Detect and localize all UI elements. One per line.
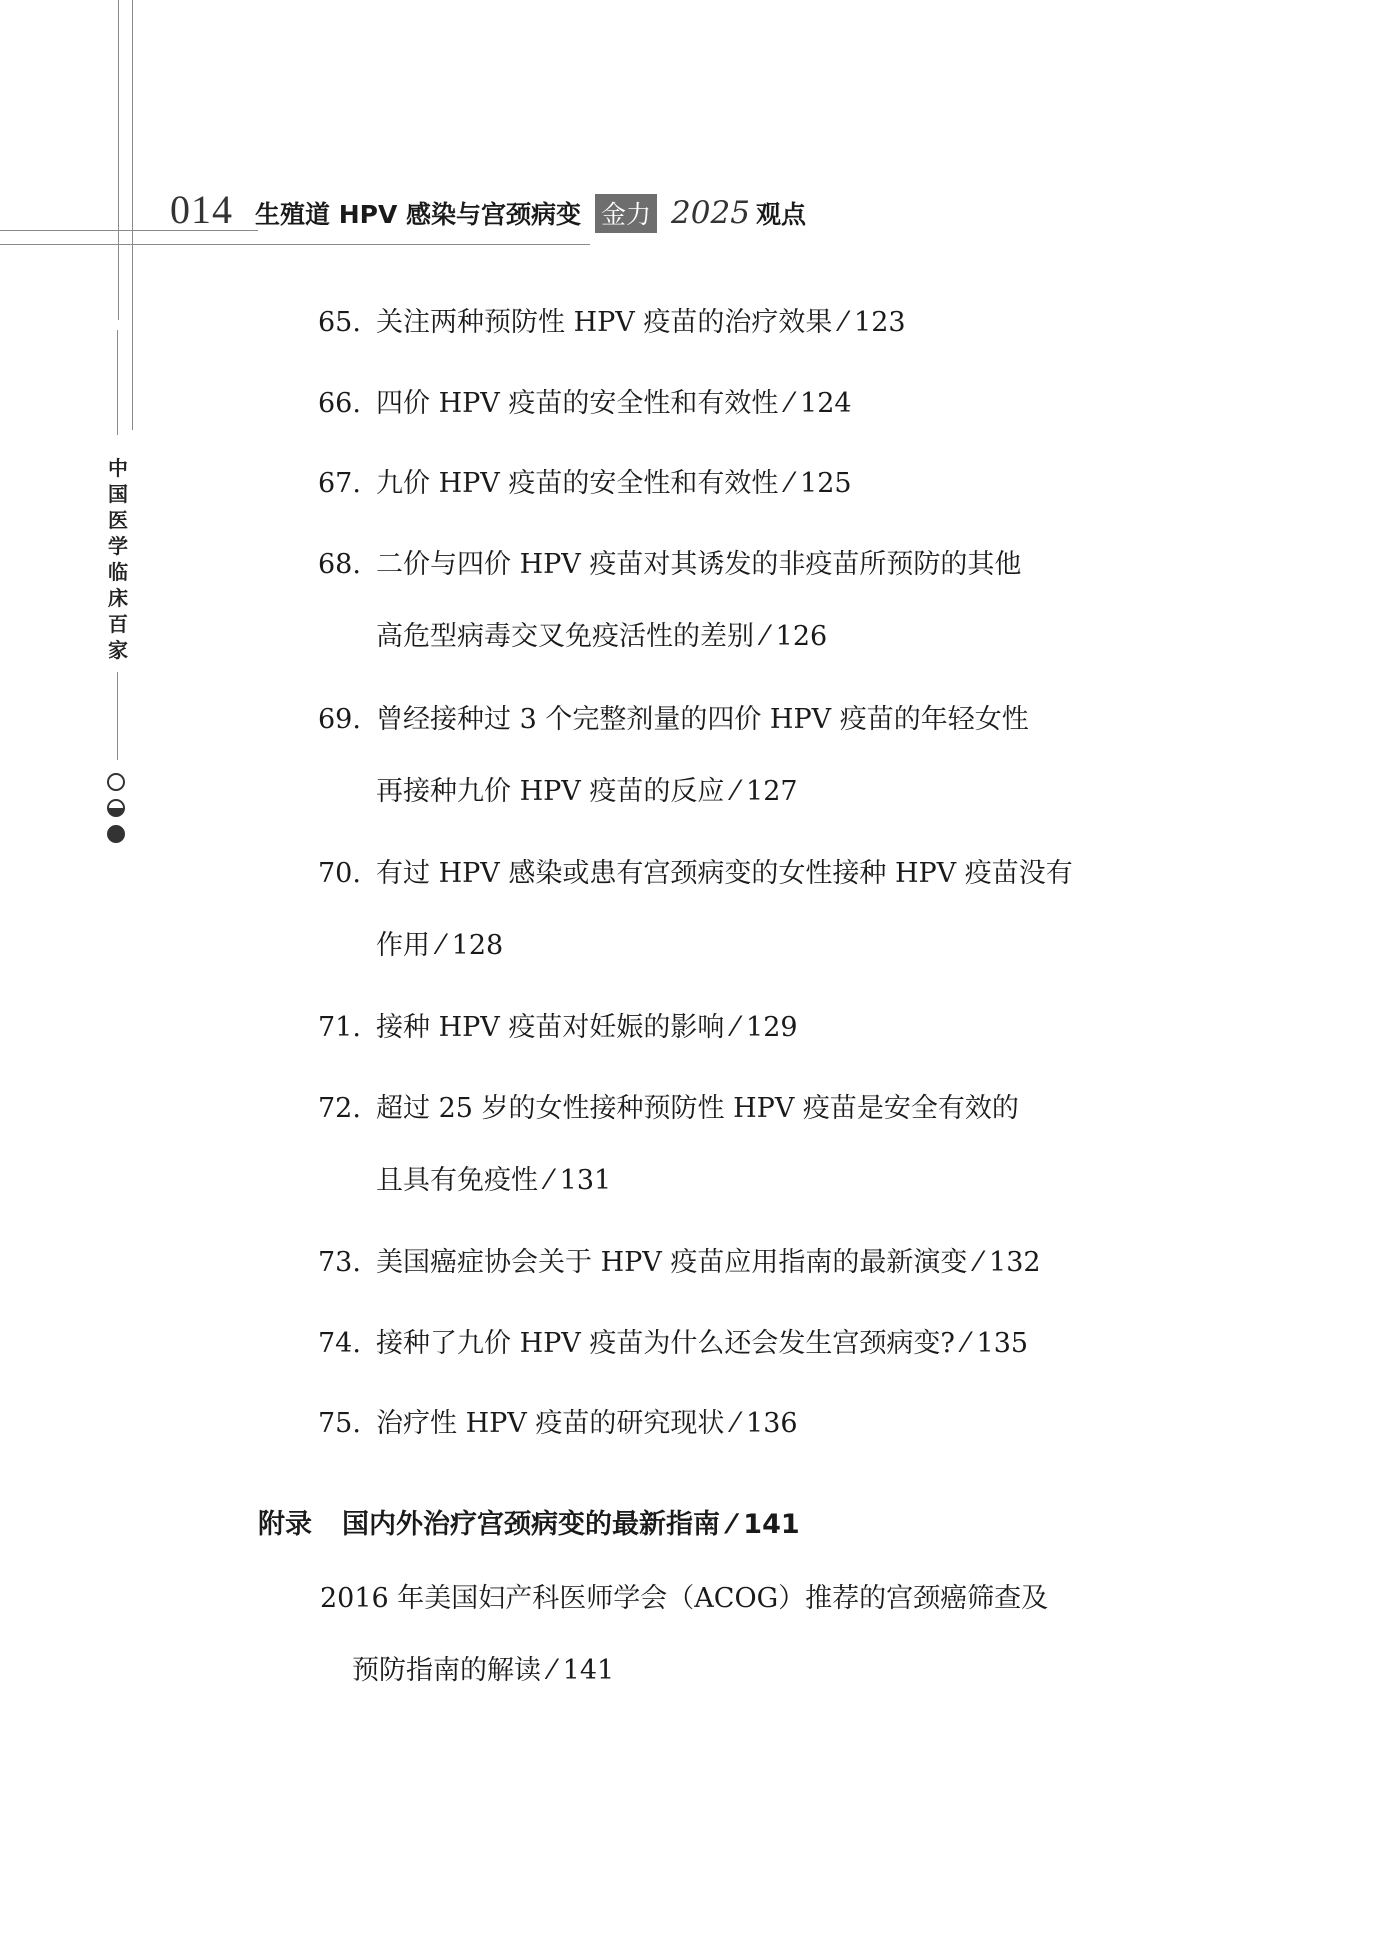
sidebar-line-lower — [117, 672, 118, 760]
toc-entry-68-cont: 高危型病毒交叉免疫活性的差别 ⁄ 126 — [376, 621, 828, 652]
appendix-heading — [258, 1502, 800, 1541]
appendix-title: 国内外治疗宫颈病变的最新指南 ⁄ 141 — [342, 1509, 800, 1540]
toc-entry-69-cont: 再接种九价 HPV 疫苗的反应 ⁄ 127 — [376, 776, 798, 807]
edition-year: 2025 — [671, 195, 750, 231]
toc-entry-70: 70. 有过 HPV 感染或患有宫颈病变的女性接种 HPV 疫苗没有 — [318, 858, 1073, 889]
series-name: 中国医学临床百家 — [108, 456, 128, 662]
page-number: 014 — [170, 187, 233, 232]
appendix-label: 附录 — [258, 1509, 312, 1540]
toc-entry-74: 74. 接种了九价 HPV 疫苗为什么还会发生宫颈病变? ⁄ 135 — [318, 1328, 1029, 1359]
sidebar-line-upper — [117, 330, 118, 435]
empty-circle-icon — [107, 773, 125, 791]
author-tag: 金力 — [595, 194, 657, 233]
toc-entry-68: 68. 二价与四价 HPV 疫苗对其诱发的非疫苗所预防的其他 — [318, 549, 1022, 580]
filled-circle-icon — [107, 825, 125, 843]
frame-horizontal-line-bottom — [0, 244, 590, 245]
toc-entry-72: 72. 超过 25 岁的女性接种预防性 HPV 疫苗是安全有效的 — [318, 1093, 1019, 1124]
half-circle-icon — [107, 799, 125, 817]
toc-entry-66: 66. 四价 HPV 疫苗的安全性和有效性 ⁄ 124 — [318, 388, 852, 419]
toc-entry-67: 67. 九价 HPV 疫苗的安全性和有效性 ⁄ 125 — [318, 468, 852, 499]
toc-entry-75: 75. 治疗性 HPV 疫苗的研究现状 ⁄ 136 — [318, 1408, 798, 1439]
toc-entry-72-cont: 且具有免疫性 ⁄ 131 — [376, 1165, 612, 1196]
running-header — [170, 186, 806, 236]
frame-vertical-line-right — [132, 0, 133, 430]
frame-vertical-line-left — [118, 0, 119, 320]
toc-entry-71: 71. 接种 HPV 疫苗对妊娠的影响 ⁄ 129 — [318, 1012, 798, 1043]
appendix-entry-line1: 2016 年美国妇产科医师学会（ACOG）推荐的宫颈癌筛查及 — [320, 1583, 1049, 1614]
toc-entry-69: 69. 曾经接种过 3 个完整剂量的四价 HPV 疫苗的年轻女性 — [318, 704, 1029, 735]
toc-entry-70-cont: 作用 ⁄ 128 — [376, 930, 504, 961]
toc-entry-73: 73. 美国癌症协会关于 HPV 疫苗应用指南的最新演变 ⁄ 132 — [318, 1247, 1041, 1278]
title-suffix: 观点 — [755, 200, 806, 229]
book-title: 生殖道 HPV 感染与宫颈病变 — [255, 200, 582, 229]
toc-entry-65: 65. 关注两种预防性 HPV 疫苗的治疗效果 ⁄ 123 — [318, 307, 906, 338]
appendix-entry-line2: 预防指南的解读 ⁄ 141 — [352, 1655, 615, 1686]
